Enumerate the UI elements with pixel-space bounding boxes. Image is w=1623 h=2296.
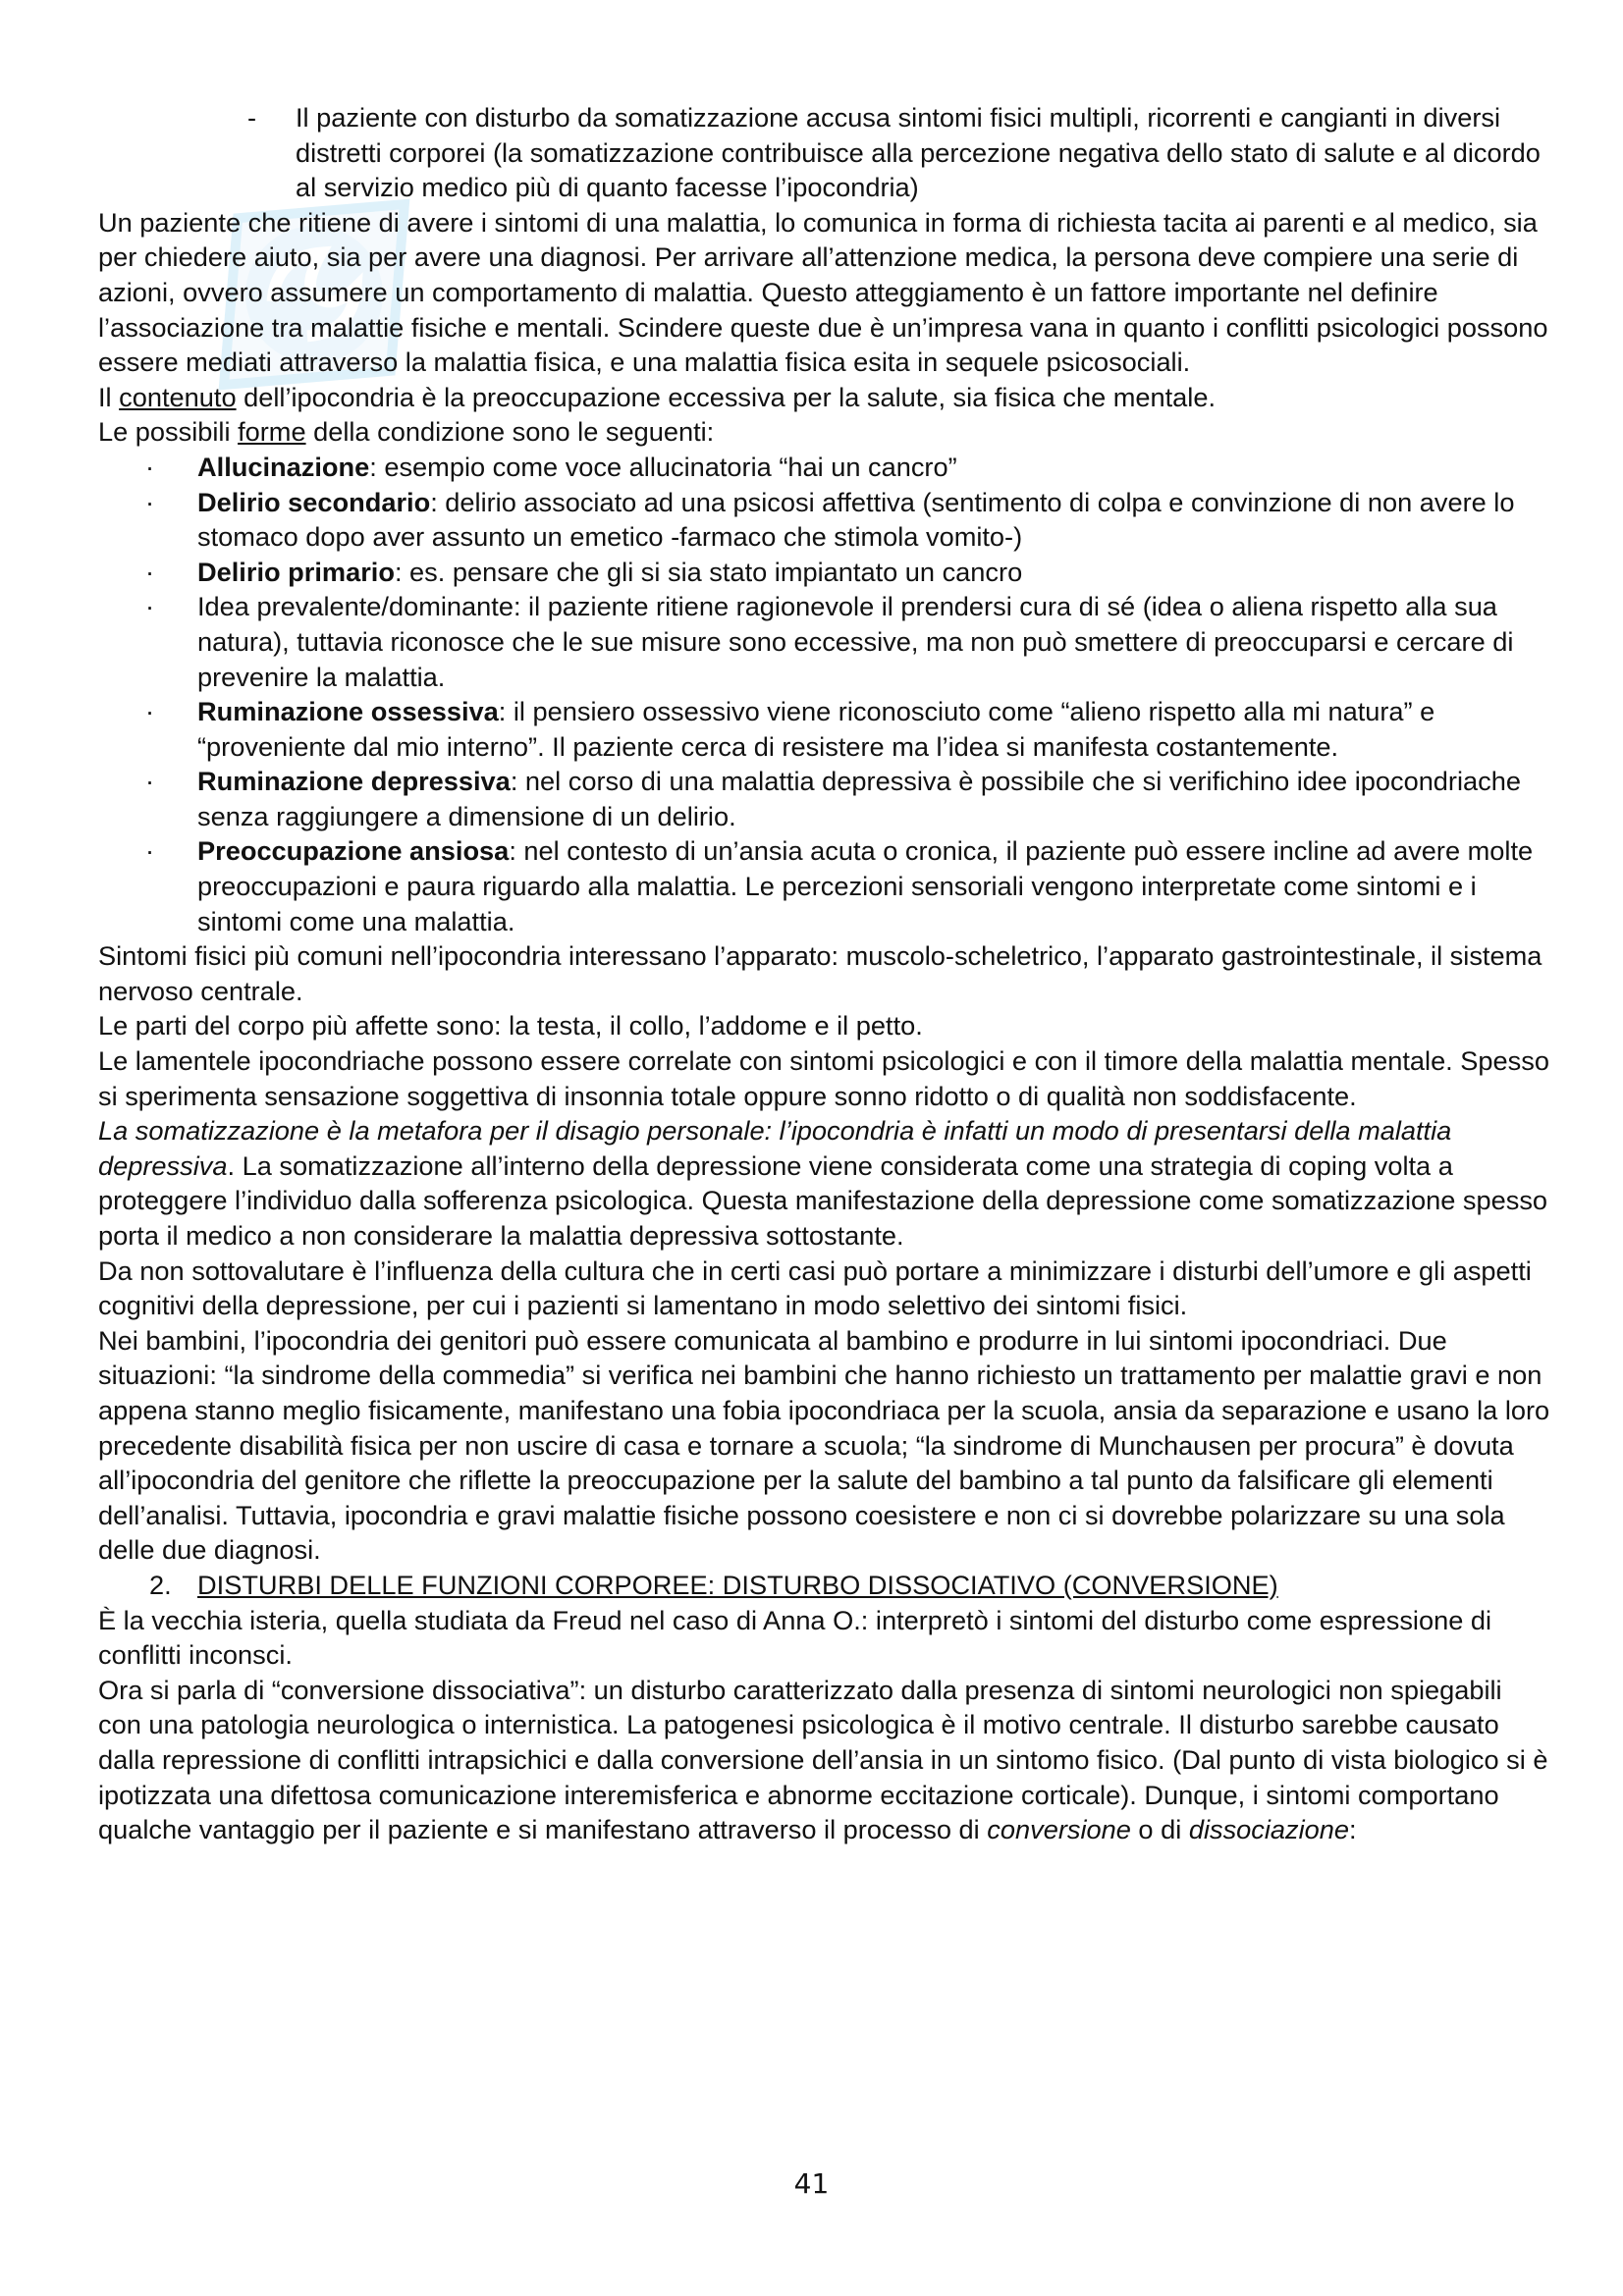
paragraph-somatizzazione: La somatizzazione è la metafora per il disagio personale: l’ipocondria è infatti un modo di presentarsi della malattia depressiva. La somatizzazione all’interno della depressione viene considerata come una strategia di coping volta a proteggere l’individuo dalla sofferenza psicologica. Questa manifestazione della depressione come somatizzazione spesso porta il medico a non considerare la malattia depressiva sottostante.	[98, 1115, 1548, 1251]
heading-number: 2.	[149, 1569, 172, 1600]
underlined-term: forme	[238, 416, 306, 448]
section-heading	[98, 1568, 1551, 1603]
paragraph: Un paziente che ritiene di avere i sintomi di una malattia, lo comunica in forma di richiesta tacita ai parenti e al medico, sia per chiedere aiuto, sia per avere una diagnosi. Per arrivare all’attenzione medica, la persona deve compiere una serie di azioni, ovvero assumere un comportamento di malattia. Questo atteggiamento è un fattore importante nel definire l’associazione tra malattie fisiche e mentali. Scindere queste due è un’impresa vana in quanto i conflitti psicologici possono essere mediati attraverso la malattia fisica, e una malattia fisica esita in sequele psicosociali.	[98, 206, 1548, 378]
dash-item-text: Il paziente con disturbo da somatizzazione accusa sintomi fisici multipli, ricorrenti e cangianti in diversi distretti corporei (la somatizzazione contribuisce alla percezione negativa dello stato di salute e al dicordo al servizio medico più di quanto facesse l’ipocondria)	[296, 102, 1541, 203]
document-body	[98, 100, 1551, 1847]
list-item: · Ruminazione ossessiva: il pensiero ossessivo viene riconosciuto come “alieno rispetto alla mi natura” e “proveniente dal mio interno”. Il paziente cerca di resistere ma l’idea si manifesta costantemente.	[145, 696, 1435, 762]
paragraph: Da non sottovalutare è l’influenza della cultura che in certi casi può portare a minimizzare i disturbi dell’umore e gli aspetti cognitivi della depressione, per cui i pazienti si lamentano in modo selettivo dei sintomi fisici.	[98, 1255, 1532, 1321]
list-item: · Ruminazione depressiva: nel corso di una malattia depressiva è possibile che si verifichino idee ipocondriache senza raggiungere a dimensione di un delirio.	[145, 766, 1521, 831]
list-item: · Preoccupazione ansiosa: nel contesto di un’ansia acuta o cronica, il paziente può essere incline ad avere molte preoccupazioni e paura riguardo alla malattia. Le percezioni sensoriali vengono interpretate come sintomi e i sintomi come una malattia.	[145, 835, 1534, 936]
paragraph-forme: Le possibili forme della condizione sono le seguenti:	[98, 416, 715, 448]
paragraph: Sintomi fisici più comuni nell’ipocondria interessano l’apparato: muscolo-scheletrico, l’apparato gastrointestinale, il sistema nervoso centrale.	[98, 940, 1542, 1006]
paragraph-contenuto: Il contenuto dell’ipocondria è la preoccupazione eccessiva per la salute, sia fisica che mentale.	[98, 381, 1217, 412]
page-number: 41	[793, 2167, 830, 2200]
list-item: · Delirio secondario: delirio associato ad una psicosi affettiva (sentimento di colpa e convinzione di non avere lo stomaco dopo aver assunto un emetico -farmaco che stimola vomito-)	[145, 486, 1515, 553]
list-item: · Allucinazione: esempio come voce allucinatoria “hai un cancro”	[98, 450, 1551, 485]
heading-text: DISTURBI DELLE FUNZIONI CORPOREE: DISTURBO DISSOCIATIVO (CONVERSIONE)	[197, 1569, 1278, 1600]
bullet-icon: ·	[145, 486, 155, 517]
paragraph-conversione: Ora si parla di “conversione dissociativa”: un disturbo caratterizzato dalla presenza di sintomi neurologici non spiegabili con una patologia neurologica o internistica. La patogenesi psicologica è il motivo centrale. Il disturbo sarebbe causato dalla repressione di conflitti intrapsichici e dalla conversione dell’ansia in un sintomo fisico. (Dal punto di vista biologico si è ipotizzata una difettosa comunicazione interemisferica e abnorme eccitazione corticale). Dunque, i sintomi comportano qualche vantaggio per il paziente e si manifestano attraverso il processo di conversione o di dissociazione:	[98, 1674, 1548, 1845]
underlined-term: contenuto	[119, 381, 237, 412]
bullet-icon: ·	[145, 556, 155, 587]
list-item: · Delirio primario: es. pensare che gli si sia stato impiantato un cancro	[98, 555, 1551, 590]
bullet-icon: ·	[145, 835, 155, 867]
bullet-icon: ·	[145, 696, 155, 727]
paragraph: Le parti del corpo più affette sono: la testa, il collo, l’addome e il petto.	[98, 1010, 923, 1041]
paragraph: Nei bambini, l’ipocondria dei genitori può essere comunicata al bambino e produrre in lui sintomi ipocondriaci. Due situazioni: “la sindrome della commedia” si verifica nei bambini che hanno richiesto un trattamento per malattie gravi e non appena stanno meglio fisicamente, manifestano una fobia ipocondriaca per la scuola, ansia da separazione e usano la loro precedente disabilità fisica per non uscire di casa e tornare a scuola; “la sindrome di Munchausen per procura” è dovuta all’ipocondria del genitore che riflette la preoccupazione per la salute del bambino a tal punto da falsificare gli elementi dell’analisi. Tuttavia, ipocondria e gravi malattie fisiche possono coesistere e non ci si dovrebbe polarizzare su una sola delle due diagnosi.	[98, 1324, 1550, 1566]
list-item: · Idea prevalente/dominante: il paziente ritiene ragionevole il prendersi cura di sé (idea o aliena rispetto alla sua natura), tuttavia riconosce che le sue misure sono eccessive, ma non può smettere di preoccuparsi e cercare di prevenire la malattia.	[145, 591, 1514, 692]
paragraph: È la vecchia isteria, quella studiata da Freud nel caso di Anna O.: interpretò i sintomi del disturbo come espressione di conflitti inconsci.	[98, 1604, 1492, 1671]
bullet-icon: ·	[145, 766, 155, 797]
bullet-icon: ·	[145, 451, 155, 482]
dash-marker: -	[247, 102, 257, 133]
bullet-icon: ·	[145, 591, 155, 622]
paragraph: Le lamentele ipocondriache possono essere correlate con sintomi psicologici e con il timore della malattia mentale. Spesso si sperimenta sensazione soggettiva di insonnia totale oppure sonno ridotto o di qualità non soddisfacente.	[98, 1045, 1549, 1111]
dash-list-item	[98, 100, 1551, 205]
